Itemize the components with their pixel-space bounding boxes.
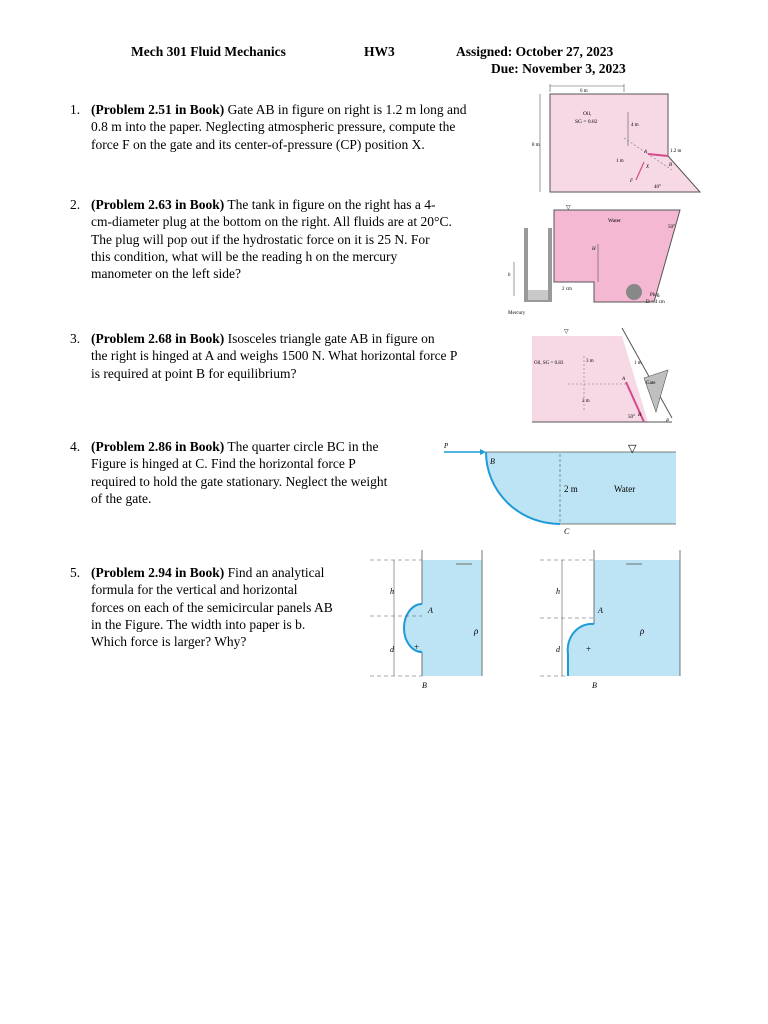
fig1-one-m: 1 m: [616, 159, 624, 164]
problem-number: 2.: [70, 197, 81, 212]
fig3-free-surface-mark: ▽: [564, 329, 569, 335]
fig5-right-center-mark: +: [586, 644, 592, 654]
fig1-fluid: Oil,: [583, 111, 592, 117]
fig1-x-label: X: [646, 165, 650, 170]
problem-ref: (Problem 2.68 in Book): [91, 331, 225, 346]
fig1-gate-length: 1.2 m: [670, 149, 682, 154]
fig3-two-m: 2 m: [582, 399, 590, 404]
problem-text: [91, 330, 517, 382]
fig2-plug-diameter: D = 4 cm: [646, 300, 665, 305]
problem-text: [91, 564, 361, 650]
course-title: Mech 301 Fluid Mechanics: [131, 44, 286, 59]
fig4-p-label: P: [444, 442, 449, 450]
fig5-right-rho-label: ρ: [640, 626, 645, 636]
problem-line: this condition, what will be the reading h on the mercury: [91, 248, 398, 264]
problem-ref: (Problem 2.51 in Book): [91, 102, 225, 117]
fig3-p-label: P: [666, 419, 670, 424]
problem-line: Figure is hinged at C. Find the horizontal force P: [91, 456, 356, 472]
fig1-right-dim: 4 m: [631, 123, 639, 128]
fig1-a-label: A: [644, 150, 648, 155]
fig5-left-rho-label: ρ: [474, 626, 479, 636]
problem-line: cm-diameter plug at the bottom on the right. All fluids are at 20°C.: [91, 214, 452, 230]
fig4-c-label: C: [564, 527, 570, 536]
problem-line: Find an analytical: [227, 565, 325, 580]
fig2-mercury-label: Mercury: [508, 311, 526, 316]
fig2-two-cm: 2 cm: [562, 287, 572, 292]
problem-line: manometer on the left side?: [91, 266, 241, 282]
due-date: Due: November 3, 2023: [491, 61, 626, 76]
problem-line: forces on each of the semicircular panels AB: [91, 599, 333, 615]
assigned-date: Assigned: October 27, 2023: [456, 44, 614, 59]
fig5-left-d-label: d: [390, 645, 394, 654]
problem-ref: (Problem 2.86 in Book): [91, 439, 225, 454]
problem-line: force F on the gate and its center-of-pressure (CP) position X.: [91, 136, 425, 152]
fig3-one-m: 1 m: [634, 361, 642, 366]
problem-number: 3.: [70, 331, 81, 346]
problem-line: Isosceles triangle gate AB in figure on: [227, 331, 435, 346]
figure-4-quarter-circle-gate: [444, 440, 678, 540]
problem-text: [91, 196, 495, 282]
problem-line: The plug will pop out if the hydrostatic force on it is 25 N. For: [91, 231, 430, 247]
fig2-plug-label: Plug,: [650, 293, 661, 298]
fig2-free-surface-mark: ▽: [566, 205, 571, 211]
fig3-oil-label: Oil, SG = 0.83: [534, 361, 564, 366]
problem-line: The quarter circle BC in the: [227, 439, 379, 454]
fig5-left-a-label: A: [428, 606, 433, 615]
fig1-f-label: F: [630, 179, 634, 184]
fig2-h-label: h: [508, 273, 511, 278]
fig2-h-tank-label: H: [592, 247, 596, 252]
fig4-free-surface-mark: ▽: [628, 443, 637, 455]
problem-number: 5.: [70, 565, 81, 580]
fig5-right-h-label: h: [556, 587, 560, 596]
fig1-sg: SG = 0.82: [575, 119, 598, 125]
problem-number: 4.: [70, 439, 81, 454]
fig4-depth-label: 2 m: [564, 484, 578, 494]
problem-line: formula for the vertical and horizontal: [91, 582, 298, 598]
problem-line: Which force is larger? Why?: [91, 634, 247, 650]
fig5-left-h-label: h: [390, 587, 394, 596]
figure-3-triangle-gate: [528, 326, 674, 424]
figure-5-semicircular-panels: [370, 550, 682, 694]
problem-line: is required at point B for equilibrium?: [91, 365, 297, 381]
fig1-angle: 40°: [654, 185, 661, 190]
problem-number: 1.: [70, 102, 81, 117]
fig2-angle: 50°: [668, 225, 675, 230]
fig3-angle: 50°: [628, 415, 635, 420]
fig1-b-label: B: [669, 163, 673, 168]
homework-number: HW3: [364, 44, 395, 59]
problem-ref: (Problem 2.94 in Book): [91, 565, 225, 580]
fig5-right-a-label: A: [598, 606, 603, 615]
figure-2-plug-manometer: [504, 204, 680, 316]
fig1-top-dim: 6 m: [580, 89, 588, 94]
fig2-water-label: Water: [608, 218, 621, 224]
problem-line: Gate AB in figure on right is 1.2 m long and: [227, 102, 467, 117]
fig1-left-dim: 8 m: [532, 143, 540, 148]
problem-line: the right is hinged at A and weighs 1500 N. What horizontal force P: [91, 348, 458, 364]
fig5-right-b-label: B: [592, 681, 597, 690]
fig4-water-label: Water: [614, 484, 636, 494]
fig3-three-m: 3 m: [586, 359, 594, 364]
fig5-left-b-label: B: [422, 681, 427, 690]
problem-line: of the gate.: [91, 490, 152, 506]
problem-text: [91, 101, 519, 153]
problem-line: The tank in figure on the right has a 4-: [227, 197, 436, 212]
problem-line: in the Figure. The width into paper is b.: [91, 616, 306, 632]
problem-line: required to hold the gate stationary. Neglect the weight: [91, 473, 388, 489]
fig3-a-label: A: [622, 377, 626, 382]
fig3-b-label: B: [638, 413, 642, 418]
problem-line: 0.8 m into the paper. Neglecting atmospheric pressure, compute the: [91, 119, 456, 135]
fig3-gate-label: Gate: [646, 381, 656, 386]
figure-1-oil-tank-gate: [528, 84, 698, 196]
fig4-b-label: B: [490, 457, 495, 466]
problem-text: [91, 438, 433, 507]
fig5-right-d-label: d: [556, 645, 560, 654]
problem-ref: (Problem 2.63 in Book): [91, 197, 225, 212]
fig5-left-center-mark: +: [414, 642, 420, 652]
